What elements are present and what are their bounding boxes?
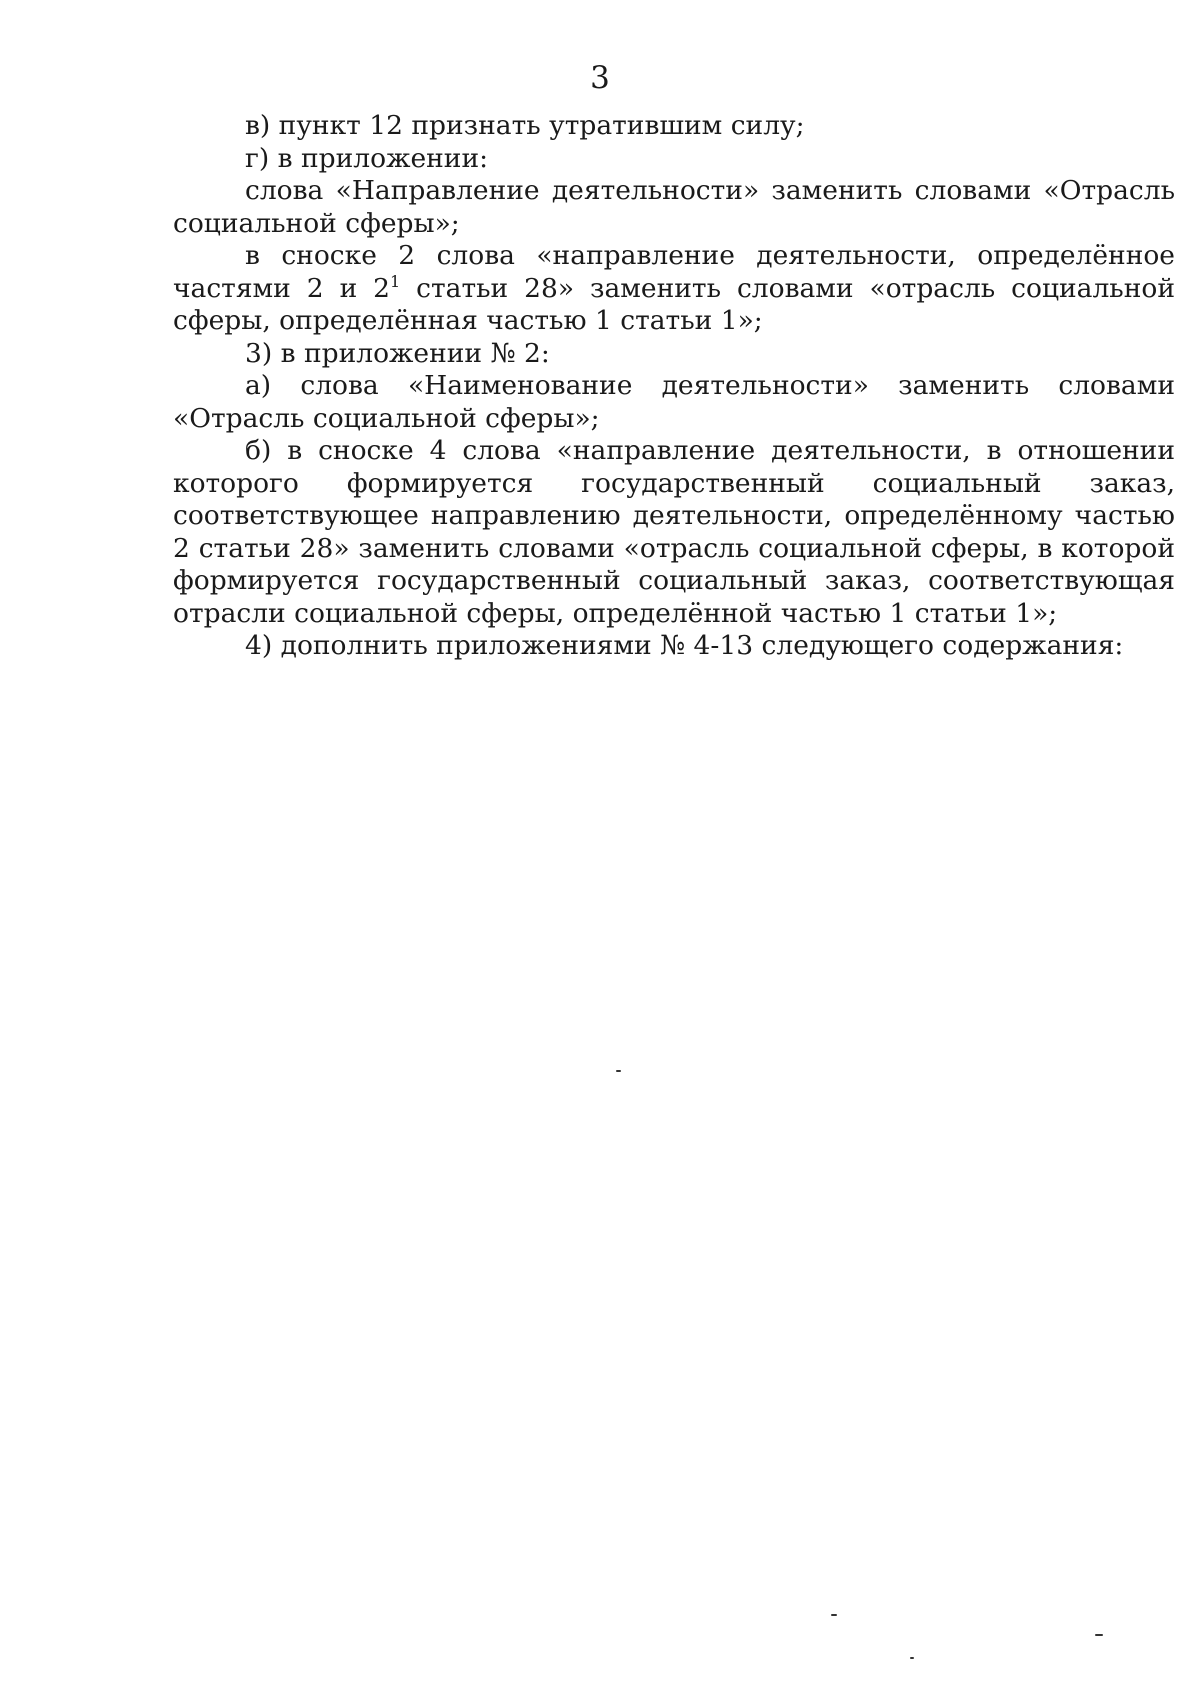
paragraph-item-a: а) слова «Наименование деятельности» заменить словами «Отрасль социальной сферы»; bbox=[173, 370, 1175, 434]
paragraph-item-v: в) пункт 12 признать утратившим силу; bbox=[245, 110, 805, 141]
paragraph-footnote-2 bbox=[173, 240, 1175, 338]
footnote-2-text-start: в сноске 2 слова «направление деятельности, определённое частями 2 и 2 bbox=[173, 240, 1175, 304]
scan-speck bbox=[1095, 1634, 1103, 1636]
paragraph-replace-direction: слова «Направление деятельности» заменить словами «Отрасль социальной сферы»; bbox=[173, 175, 1175, 239]
paragraph-item-4: 4) дополнить приложениями № 4-13 следующего содержания: bbox=[245, 630, 1124, 661]
document-body bbox=[173, 110, 1175, 663]
superscript: 1 bbox=[390, 271, 401, 291]
paragraph-item-3: 3) в приложении № 2: bbox=[245, 337, 550, 369]
paragraph-item-g: г) в приложении: bbox=[245, 142, 489, 174]
paragraph-item-b: б) в сноске 4 слова «направление деятельности, в отношении которого формируется государственный социальный заказ, соответствующее направлению деятельности, определённому частью 2 статьи 28» заменить словами «отрасль социальной сферы, в которой формируется государственный социальный заказ, соответствующая отрасли социальной сферы, определённой частью 1 статьи 1»; bbox=[173, 435, 1175, 629]
scan-speck bbox=[616, 1070, 621, 1072]
scan-speck bbox=[831, 1614, 837, 1616]
footnote-2-text-end: статьи 28» заменить словами «отрасль социальной сферы, определённая частью 1 статьи 1»; bbox=[173, 272, 1175, 336]
scan-speck bbox=[910, 1657, 914, 1659]
page-number: 3 bbox=[590, 60, 610, 96]
